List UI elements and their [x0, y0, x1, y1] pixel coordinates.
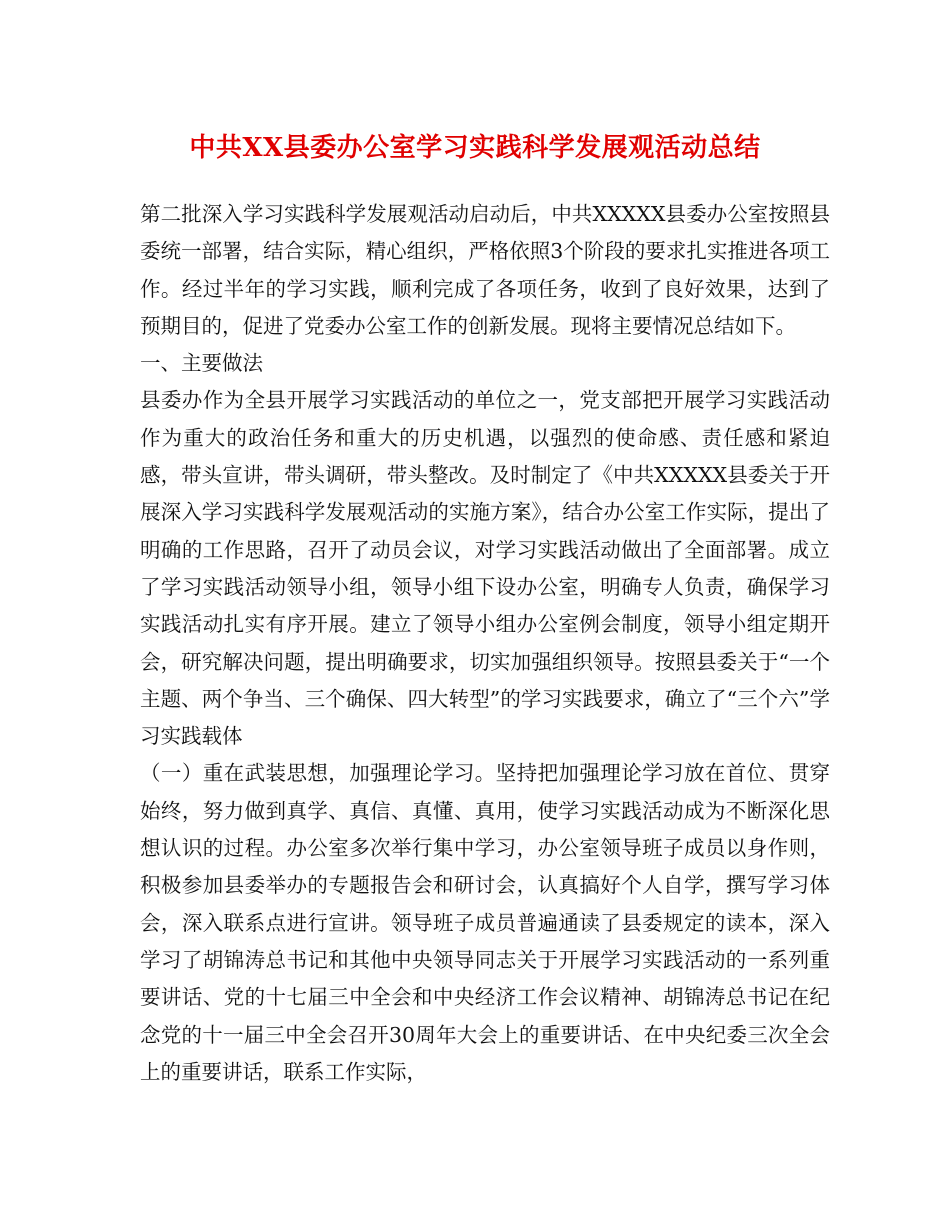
document-body	[140, 196, 830, 1091]
paragraph-organization: 县委办作为全县开展学习实践活动的单位之一，党支部把开展学习实践活动作为重大的政治任务和重大的历史机遇，以强烈的使命感、责任感和紧迫感，带头宣讲，带头调研，带头整改。及时制定了《中共XXXXX县委关于开展深入学习实践科学发展观活动的实施方案》，结合办公室工作实际，提出了明确的工作思路，召开了动员会议，对学习实践活动做出了全面部署。成立了学习实践活动领导小组，领导小组下设办公室，明确专人负责，确保学习实践活动扎实有序开展。建立了领导小组办公室例会制度，领导小组定期开会，研究解决问题，提出明确要求，切实加强组织领导。按照县委关于“一个主题、两个争当、三个确保、四大转型”的学习实践要求，确立了“三个六”学习实践载体	[140, 388, 830, 749]
paragraph-theory-study: （一）重在武装思想，加强理论学习。坚持把加强理论学习放在首位、贯穿始终，努力做到真学、真信、真懂、真用，使学习实践活动成为不断深化思想认识的过程。办公室多次举行集中学习，办公室领导班子成员以身作则，积极参加县委举办的专题报告会和研讨会，认真搞好个人自学，撰写学习体会，深入联系点进行宣讲。领导班子成员普遍通读了县委规定的读本，深入学习了胡锦涛总书记和其他中央领导同志关于开展学习实践活动的一系列重要讲话、党的十七届三中全会和中央经济工作会议精神、胡锦涛总书记在纪念党的十一届三中全会召开30周年大会上的重要讲话、在中央纪委三次全会上的重要讲话，联系工作实际，	[140, 761, 830, 1084]
section-heading-main-practices: 一、主要做法	[140, 351, 263, 376]
paragraph-intro: 第二批深入学习实践科学发展观活动启动后，中共XXXXX县委办公室按照县委统一部署，结合实际，精心组织，严格依照3个阶段的要求扎实推进各项工作。经过半年的学习实践，顺利完成了各项任务，收到了良好效果，达到了预期目的，促进了党委办公室工作的创新发展。现将主要情况总结如下。	[140, 202, 830, 338]
document-title: 中共XX县委办公室学习实践科学发展观活动总结	[189, 133, 761, 163]
